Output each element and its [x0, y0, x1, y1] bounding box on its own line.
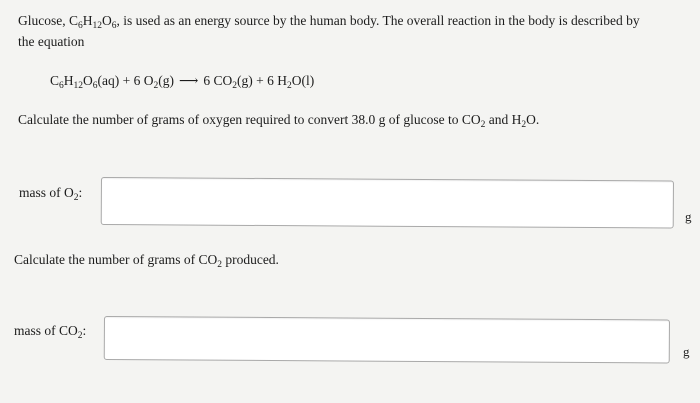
- question-segment: and H: [485, 112, 522, 127]
- question-1-text: [18, 111, 539, 128]
- mass-o2-input[interactable]: [101, 177, 674, 228]
- intro-segment: Glucose, C: [18, 13, 78, 28]
- equation-segment: H: [63, 73, 74, 88]
- equation-subscript: 2: [232, 81, 237, 91]
- intro-subscript: 12: [92, 21, 102, 31]
- intro-text: [18, 12, 640, 29]
- equation-subscript: 2: [153, 81, 159, 91]
- intro-segment: , is used as an energy source by the human body. The overall reaction in the body is described by: [116, 13, 640, 28]
- intro-segment: O: [102, 13, 112, 28]
- label-subscript: 2: [77, 331, 83, 341]
- equation-subscript: 2: [286, 81, 292, 91]
- label-subscript: 2: [73, 193, 79, 203]
- question-subscript: 2: [480, 120, 486, 130]
- mass-co2-unit: g: [683, 344, 690, 359]
- equation-segment: 6 CO: [203, 73, 233, 88]
- intro-subscript: 6: [111, 21, 117, 31]
- mass-o2-unit: g: [685, 209, 692, 224]
- equation-subscript: 6: [92, 81, 98, 91]
- equation-segment: O(l): [291, 73, 315, 88]
- intro-text-line2: the equation: [18, 34, 85, 49]
- equation-segment: (g): [158, 73, 174, 88]
- label-segment: mass of O: [19, 185, 74, 200]
- question-subscript: 2: [217, 260, 222, 270]
- intro-subscript: 6: [78, 21, 83, 31]
- chemical-equation: [50, 73, 314, 89]
- equation-subscript: 12: [73, 81, 84, 91]
- question-segment: O.: [526, 112, 540, 127]
- reaction-arrow-icon: ⟶: [179, 73, 199, 88]
- question-segment: Calculate the number of grams of oxygen required to convert 38.0 g of glucose to CO: [18, 112, 481, 127]
- equation-segment: O: [83, 73, 93, 88]
- label-segment: :: [78, 185, 83, 200]
- label-segment: mass of CO: [14, 323, 78, 338]
- question-segment: produced.: [221, 252, 279, 267]
- mass-co2-input[interactable]: [104, 316, 670, 363]
- question-subscript: 2: [521, 120, 527, 130]
- intro-segment: H: [82, 13, 93, 28]
- question-segment: Calculate the number of grams of CO: [14, 252, 218, 267]
- question-2-text: [14, 251, 279, 268]
- equation-segment: C: [50, 73, 60, 88]
- mass-o2-label: [19, 184, 82, 201]
- equation-segment: (aq) + 6 O: [97, 73, 154, 88]
- equation-segment: (g) + 6 H: [237, 73, 287, 88]
- mass-co2-label: [14, 322, 86, 339]
- label-segment: :: [82, 323, 87, 338]
- equation-subscript: 6: [59, 81, 64, 91]
